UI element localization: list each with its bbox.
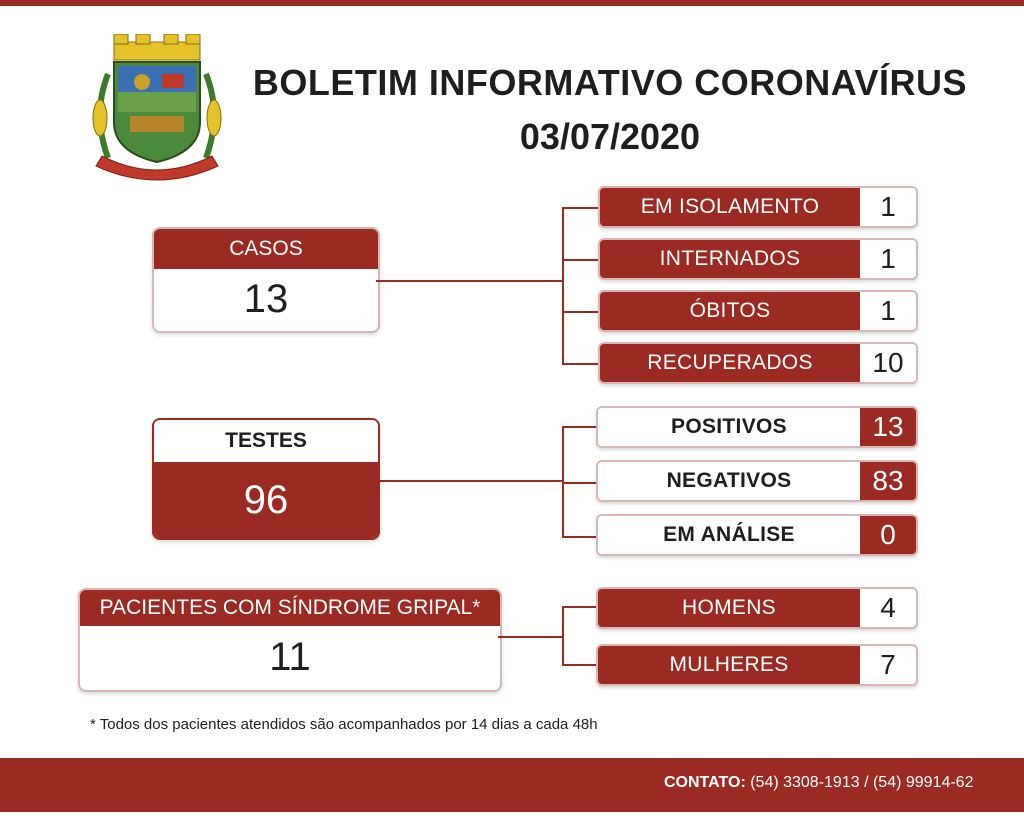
row-obitos xyxy=(598,290,918,332)
row-value: 1 xyxy=(860,188,916,226)
row-value: 4 xyxy=(860,589,916,627)
row-value: 1 xyxy=(860,292,916,330)
testes-connector xyxy=(376,480,562,482)
casos-card xyxy=(152,227,380,333)
row-label: MULHERES xyxy=(598,646,860,684)
bulletin-title: BOLETIM INFORMATIVO CORONAVÍRUS xyxy=(252,62,968,103)
contact-info xyxy=(664,774,973,792)
row-recuperados xyxy=(598,342,918,384)
row-label: EM ANÁLISE xyxy=(598,516,860,554)
testes-card xyxy=(152,418,380,540)
row-mulheres xyxy=(596,644,918,686)
row-value: 7 xyxy=(860,646,916,684)
casos-connector xyxy=(376,280,562,282)
sindrome-value: 11 xyxy=(269,634,311,679)
row-value: 10 xyxy=(860,344,916,382)
row-label: ÓBITOS xyxy=(600,292,860,330)
row-value: 1 xyxy=(860,240,916,278)
row-value: 13 xyxy=(860,408,916,446)
row-label: POSITIVOS xyxy=(598,408,860,446)
row-homens xyxy=(596,587,918,629)
contact-phones: (54) 3308-1913 / (54) 99914-62 xyxy=(745,774,974,791)
bulletin-date: 03/07/2020 xyxy=(519,116,701,157)
row-label: RECUPERADOS xyxy=(600,344,860,382)
municipal-coat-of-arms-icon xyxy=(78,34,236,182)
row-positivos xyxy=(596,406,918,448)
row-label: NEGATIVOS xyxy=(598,462,860,500)
casos-label: CASOS xyxy=(154,229,378,269)
sindrome-card xyxy=(78,588,502,692)
testes-value: 96 xyxy=(154,462,378,538)
testes-label: TESTES xyxy=(154,420,378,462)
footnote: * Todos dos pacientes atendidos são acompanhados por 14 dias a cada 48h xyxy=(90,716,598,733)
row-em-analise xyxy=(596,514,918,556)
row-em-isolamento xyxy=(598,186,918,228)
casos-value: 13 xyxy=(243,276,289,321)
sindrome-bracket xyxy=(562,606,564,666)
row-value: 0 xyxy=(860,516,916,554)
casos-bracket xyxy=(562,207,564,365)
row-internados xyxy=(598,238,918,280)
sindrome-label: PACIENTES COM SÍNDROME GRIPAL* xyxy=(80,590,500,626)
row-label: EM ISOLAMENTO xyxy=(600,188,860,226)
row-label: INTERNADOS xyxy=(600,240,860,278)
sindrome-connector xyxy=(498,636,562,638)
row-label: HOMENS xyxy=(598,589,860,627)
bottom-margin xyxy=(0,812,1024,819)
contact-label: CONTATO: xyxy=(664,774,746,791)
row-negativos xyxy=(596,460,918,502)
top-accent-bar xyxy=(0,0,1024,6)
row-value: 83 xyxy=(860,462,916,500)
footer-bar xyxy=(0,758,1024,812)
